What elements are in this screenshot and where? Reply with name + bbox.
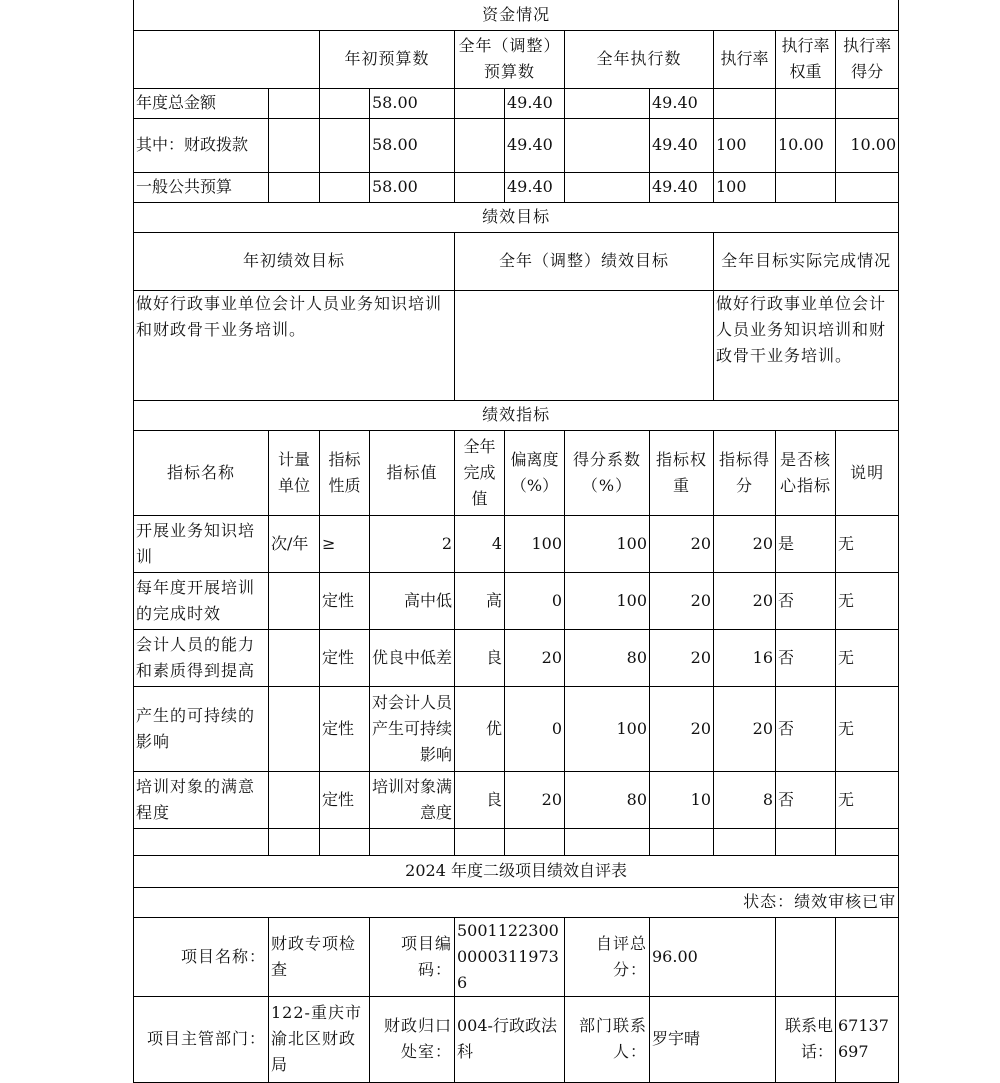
office-value: 004-行政政法科: [455, 996, 565, 1082]
indicator-core: 是: [776, 515, 836, 572]
indicators-section-title: 绩效指标: [134, 400, 899, 430]
empty-cell: [269, 828, 320, 855]
indicator-row: [134, 572, 899, 629]
indicator-deviation: 20: [505, 771, 565, 828]
funds-header-adjusted-budget: 全年（调整）预算数: [455, 30, 565, 88]
indicator-core: 否: [776, 771, 836, 828]
indicator-coef: 80: [565, 771, 650, 828]
indicator-name: 产生的可持续的影响: [134, 686, 269, 771]
indicator-score: 20: [714, 686, 776, 771]
indicators-header-row: [134, 430, 899, 515]
indicator-note: 无: [836, 515, 899, 572]
empty-cell: [565, 118, 650, 172]
indicator-nature: 定性: [320, 686, 370, 771]
indicator-deviation: 20: [505, 629, 565, 686]
empty-cell: [455, 118, 505, 172]
indicator-header-nature: 指标性质: [320, 430, 370, 515]
funds-header-blank: [134, 30, 320, 88]
funds-header-rate-weight: 执行率权重: [776, 30, 836, 88]
funds-row-executed: 49.40: [650, 172, 714, 202]
empty-cell: [836, 917, 899, 996]
indicator-core: 否: [776, 572, 836, 629]
funds-row-adjusted: 49.40: [505, 172, 565, 202]
indicator-weight: 20: [650, 629, 714, 686]
indicator-unit: [269, 629, 320, 686]
funds-row-budget: 58.00: [370, 118, 455, 172]
funds-row-weight: [776, 88, 836, 118]
form-status: 状态：绩效审核已审: [134, 887, 899, 917]
empty-cell: [320, 118, 370, 172]
funds-header-rate: 执行率: [714, 30, 776, 88]
indicator-row: [134, 771, 899, 828]
indicator-name: 开展业务知识培训: [134, 515, 269, 572]
empty-cell: [776, 828, 836, 855]
contact-label: 部门联系人：: [565, 996, 650, 1082]
indicator-weight: 20: [650, 572, 714, 629]
funds-row-score: [836, 88, 899, 118]
evaluation-table: [133, 0, 899, 1083]
funds-row-score: 10.00: [836, 118, 899, 172]
indicator-name: 每年度开展培训的完成时效: [134, 572, 269, 629]
funds-row-weight: 10.00: [776, 118, 836, 172]
indicator-core: 否: [776, 629, 836, 686]
funds-row-label: 一般公共预算: [134, 172, 269, 202]
empty-cell: [776, 917, 836, 996]
empty-cell: [650, 828, 714, 855]
indicator-weight: 20: [650, 686, 714, 771]
empty-cell: [714, 828, 776, 855]
self-score-value: 96.00: [650, 917, 776, 996]
self-score-label: 自评总分：: [565, 917, 650, 996]
indicator-actual: 良: [455, 629, 505, 686]
funds-row-rate: 100: [714, 118, 776, 172]
indicator-coef: 100: [565, 515, 650, 572]
indicator-header-weight: 指标权重: [650, 430, 714, 515]
indicator-value: 2: [370, 515, 455, 572]
indicator-weight: 10: [650, 771, 714, 828]
indicator-row: [134, 686, 899, 771]
funds-row-label: 年度总金额: [134, 88, 269, 118]
indicator-nature: ≥: [320, 515, 370, 572]
indicator-coef: 100: [565, 572, 650, 629]
empty-cell: [320, 172, 370, 202]
indicator-deviation: 0: [505, 686, 565, 771]
dept-label: 项目主管部门：: [134, 996, 269, 1082]
indicator-deviation: 0: [505, 572, 565, 629]
indicator-weight: 20: [650, 515, 714, 572]
phone-value: 67137697: [836, 996, 899, 1082]
funds-row: [134, 118, 899, 172]
goals-actual-text: 做好行政事业单位会计人员业务知识培训和财政骨干业务培训。: [714, 290, 899, 400]
empty-cell: [269, 172, 320, 202]
indicator-nature: 定性: [320, 572, 370, 629]
empty-cell: [134, 828, 269, 855]
goals-header-adjusted: 全年（调整）绩效目标: [455, 232, 714, 290]
indicator-name: 培训对象的满意程度: [134, 771, 269, 828]
indicator-actual: 4: [455, 515, 505, 572]
funds-row-adjusted: 49.40: [505, 88, 565, 118]
goals-section-title: 绩效目标: [134, 202, 899, 232]
indicator-score: 20: [714, 572, 776, 629]
project-name-value: 财政专项检查: [269, 917, 370, 996]
indicator-header-score: 指标得分: [714, 430, 776, 515]
indicator-value: 培训对象满意度: [370, 771, 455, 828]
contact-value: 罗宇晴: [650, 996, 776, 1082]
goals-initial-text: 做好行政事业单位会计人员业务知识培训和财政骨干业务培训。: [134, 290, 455, 400]
funds-row-adjusted: 49.40: [505, 118, 565, 172]
indicator-value: 优良中低差: [370, 629, 455, 686]
office-label: 财政归口处室：: [370, 996, 455, 1082]
empty-cell: [269, 88, 320, 118]
project-name-label: 项目名称：: [134, 917, 269, 996]
performance-self-evaluation-sheet: [133, 0, 898, 1074]
indicator-score: 16: [714, 629, 776, 686]
goals-header-initial: 年初绩效目标: [134, 232, 455, 290]
funds-row-budget: 58.00: [370, 172, 455, 202]
funds-header-initial-budget: 年初预算数: [320, 30, 455, 88]
indicator-header-note: 说明: [836, 430, 899, 515]
indicator-header-coef: 得分系数（%）: [565, 430, 650, 515]
indicator-unit: [269, 686, 320, 771]
indicator-nature: 定性: [320, 629, 370, 686]
indicator-unit: 次/年: [269, 515, 320, 572]
goals-adjusted-text: [455, 290, 714, 400]
empty-cell: [455, 172, 505, 202]
funds-header-executed: 全年执行数: [565, 30, 714, 88]
indicator-note: 无: [836, 572, 899, 629]
indicator-header-value: 指标值: [370, 430, 455, 515]
indicator-value: 对会计人员产生可持续影响: [370, 686, 455, 771]
empty-cell: [836, 828, 899, 855]
funds-row-weight: [776, 172, 836, 202]
funds-row: [134, 88, 899, 118]
indicator-coef: 100: [565, 686, 650, 771]
project-code-value: 500112230000003119736: [455, 917, 565, 996]
indicator-name: 会计人员的能力和素质得到提高: [134, 629, 269, 686]
indicator-note: 无: [836, 771, 899, 828]
funds-header-rate-score: 执行率得分: [836, 30, 899, 88]
indicator-actual: 优: [455, 686, 505, 771]
dept-value: 122-重庆市渝北区财政局: [269, 996, 370, 1082]
indicator-actual: 高: [455, 572, 505, 629]
empty-cell: [565, 172, 650, 202]
empty-cell: [455, 828, 505, 855]
empty-cell: [320, 828, 370, 855]
indicator-header-core: 是否核心指标: [776, 430, 836, 515]
funds-row-budget: 58.00: [370, 88, 455, 118]
empty-cell: [269, 118, 320, 172]
indicator-row: [134, 629, 899, 686]
indicator-header-name: 指标名称: [134, 430, 269, 515]
funds-row-executed: 49.40: [650, 118, 714, 172]
phone-label: 联系电话：: [776, 996, 836, 1082]
indicator-nature: 定性: [320, 771, 370, 828]
empty-cell: [565, 828, 650, 855]
project-code-label: 项目编码：: [370, 917, 455, 996]
empty-cell: [505, 828, 565, 855]
indicator-actual: 良: [455, 771, 505, 828]
indicator-score: 8: [714, 771, 776, 828]
indicator-score: 20: [714, 515, 776, 572]
indicator-deviation: 100: [505, 515, 565, 572]
empty-cell: [565, 88, 650, 118]
indicator-value: 高中低: [370, 572, 455, 629]
indicator-header-actual: 全年完成值: [455, 430, 505, 515]
indicator-row-blank: [134, 828, 899, 855]
funds-row: [134, 172, 899, 202]
form-title: 2024 年度二级项目绩效自评表: [134, 855, 899, 887]
empty-cell: [320, 88, 370, 118]
indicator-note: 无: [836, 686, 899, 771]
indicator-coef: 80: [565, 629, 650, 686]
empty-cell: [455, 88, 505, 118]
funds-row-score: [836, 172, 899, 202]
empty-cell: [370, 828, 455, 855]
funds-row-rate: [714, 88, 776, 118]
funds-row-label: 其中：财政拨款: [134, 118, 269, 172]
funds-row-executed: 49.40: [650, 88, 714, 118]
funds-section-title: 资金情况: [134, 0, 899, 30]
indicator-unit: [269, 572, 320, 629]
indicator-unit: [269, 771, 320, 828]
indicator-core: 否: [776, 686, 836, 771]
funds-row-rate: 100: [714, 172, 776, 202]
indicator-header-unit: 计量单位: [269, 430, 320, 515]
goals-header-actual: 全年目标实际完成情况: [714, 232, 899, 290]
indicator-row: [134, 515, 899, 572]
indicator-header-deviation: 偏离度（%）: [505, 430, 565, 515]
indicator-note: 无: [836, 629, 899, 686]
